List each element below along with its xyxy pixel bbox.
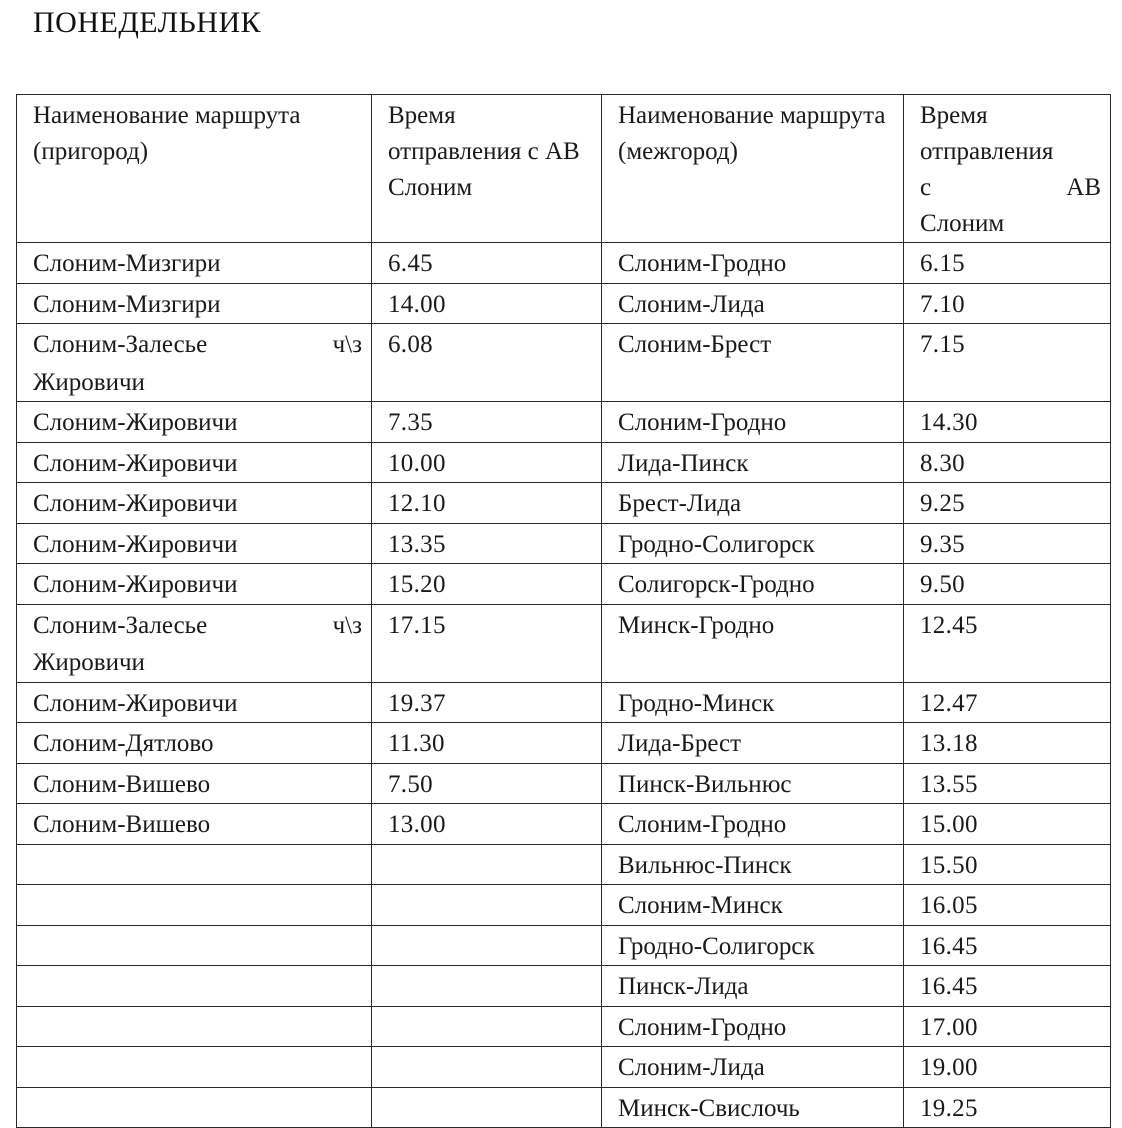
table-row (17, 442, 1111, 483)
intercity-time-cell: 15.00 (904, 804, 1111, 845)
header-intercity-time-line4: Слоним (920, 210, 1005, 237)
suburban-route-cell (17, 1047, 372, 1088)
suburban-route-line1 (33, 326, 362, 364)
suburban-time-cell (372, 1047, 602, 1088)
table-row (17, 723, 1111, 764)
intercity-time-cell: 9.35 (904, 523, 1111, 564)
suburban-route-line2: Жировичи (33, 368, 145, 396)
suburban-time-cell (372, 966, 602, 1007)
suburban-route-cell (17, 966, 372, 1007)
suburban-time-cell (372, 925, 602, 966)
header-intercity-time (904, 95, 1111, 243)
intercity-time-cell: 7.10 (904, 283, 1111, 324)
table-row (17, 925, 1111, 966)
table-row (17, 763, 1111, 804)
intercity-route-cell: Гродно-Солигорск (602, 523, 904, 564)
intercity-route-cell: Слоним-Лида (602, 1047, 904, 1088)
suburban-time-cell: 7.50 (372, 763, 602, 804)
suburban-route-cell: Слоним-Жировичи (17, 442, 372, 483)
intercity-time-cell: 13.55 (904, 763, 1111, 804)
header-suburban-time: Время отправления с АВ Слоним (372, 95, 602, 243)
header-intercity-time-line2: отправления (920, 138, 1054, 165)
suburban-time-cell: 14.00 (372, 283, 602, 324)
intercity-time-cell: 12.45 (904, 604, 1111, 682)
intercity-route-cell: Солигорск-Гродно (602, 564, 904, 605)
table-row (17, 243, 1111, 284)
intercity-time-cell: 16.05 (904, 885, 1111, 926)
intercity-route-cell: Слоним-Гродно (602, 1006, 904, 1047)
suburban-route-cell (17, 324, 372, 402)
suburban-route-cell (17, 604, 372, 682)
suburban-route-cell: Слоним-Жировичи (17, 523, 372, 564)
intercity-time-cell: 7.15 (904, 324, 1111, 402)
suburban-route-cell: Слоним-Жировичи (17, 564, 372, 605)
table-row (17, 844, 1111, 885)
intercity-route-cell: Минск-Свислочь (602, 1087, 904, 1128)
suburban-route-part: Слоним-Залесье (33, 611, 208, 639)
intercity-time-cell: 19.00 (904, 1047, 1111, 1088)
schedule-table (16, 94, 1111, 1128)
header-intercity-time-line3 (920, 170, 1101, 206)
intercity-time-cell: 9.50 (904, 564, 1111, 605)
suburban-route-cell (17, 844, 372, 885)
intercity-time-cell: 6.15 (904, 243, 1111, 284)
suburban-time-cell: 11.30 (372, 723, 602, 764)
intercity-time-cell: 14.30 (904, 402, 1111, 443)
intercity-route-cell: Пинск-Вильнюс (602, 763, 904, 804)
suburban-time-cell: 13.00 (372, 804, 602, 845)
intercity-time-cell: 15.50 (904, 844, 1111, 885)
intercity-time-cell: 9.25 (904, 483, 1111, 524)
table-row (17, 966, 1111, 1007)
suburban-route-cell: Слоним-Жировичи (17, 682, 372, 723)
suburban-route-cell (17, 885, 372, 926)
suburban-route-cell (17, 925, 372, 966)
header-intercity-route: Наименование маршрута (межгород) (602, 95, 904, 243)
table-row (17, 604, 1111, 682)
intercity-route-cell: Пинск-Лида (602, 966, 904, 1007)
table-header-row (17, 95, 1111, 243)
page-title: ПОНЕДЕЛЬНИК (33, 6, 262, 39)
suburban-time-cell: 7.35 (372, 402, 602, 443)
table-row (17, 324, 1111, 402)
suburban-route-cell: Слоним-Дятлово (17, 723, 372, 764)
table-row (17, 682, 1111, 723)
suburban-time-cell: 6.08 (372, 324, 602, 402)
intercity-time-cell: 19.25 (904, 1087, 1111, 1128)
table-row (17, 564, 1111, 605)
intercity-route-cell: Слоним-Брест (602, 324, 904, 402)
intercity-route-cell: Брест-Лида (602, 483, 904, 524)
intercity-route-cell: Вильнюс-Пинск (602, 844, 904, 885)
intercity-route-cell: Гродно-Минск (602, 682, 904, 723)
suburban-time-cell: 6.45 (372, 243, 602, 284)
suburban-route-cell: Слоним-Мизгири (17, 283, 372, 324)
table-row (17, 402, 1111, 443)
table-row (17, 483, 1111, 524)
intercity-time-cell: 13.18 (904, 723, 1111, 764)
suburban-route-cell: Слоним-Вишево (17, 804, 372, 845)
table-row (17, 523, 1111, 564)
intercity-route-cell: Слоним-Гродно (602, 804, 904, 845)
table-row (17, 885, 1111, 926)
suburban-time-cell: 10.00 (372, 442, 602, 483)
intercity-route-cell: Слоним-Минск (602, 885, 904, 926)
suburban-route-cell: Слоним-Мизгири (17, 243, 372, 284)
header-intercity-time-line1: Время (920, 102, 988, 129)
intercity-route-cell: Лида-Пинск (602, 442, 904, 483)
suburban-time-cell (372, 885, 602, 926)
intercity-time-cell: 12.47 (904, 682, 1111, 723)
table-row (17, 283, 1111, 324)
intercity-route-cell: Слоним-Гродно (602, 402, 904, 443)
intercity-route-cell: Гродно-Солигорск (602, 925, 904, 966)
suburban-time-cell: 15.20 (372, 564, 602, 605)
suburban-route-cell (17, 1006, 372, 1047)
suburban-time-cell: 19.37 (372, 682, 602, 723)
intercity-time-cell: 16.45 (904, 966, 1111, 1007)
suburban-time-cell: 12.10 (372, 483, 602, 524)
intercity-route-cell: Слоним-Лида (602, 283, 904, 324)
table-row (17, 1047, 1111, 1088)
suburban-route-line2: Жировичи (33, 649, 145, 676)
intercity-time-cell: 8.30 (904, 442, 1111, 483)
intercity-route-cell: Минск-Гродно (602, 604, 904, 682)
header-suburban-route: Наименование маршрута (пригород) (17, 95, 372, 243)
suburban-route-cell: Слоним-Жировичи (17, 402, 372, 443)
suburban-route-via: ч\з (332, 331, 362, 358)
suburban-time-cell (372, 1006, 602, 1047)
suburban-time-cell: 17.15 (372, 604, 602, 682)
intercity-time-cell: 16.45 (904, 925, 1111, 966)
table-row (17, 804, 1111, 845)
suburban-route-cell: Слоним-Вишево (17, 763, 372, 804)
suburban-route-part: Слоним-Залесье (33, 331, 208, 358)
suburban-time-cell (372, 1087, 602, 1128)
suburban-route-cell: Слоним-Жировичи (17, 483, 372, 524)
intercity-route-cell: Лида-Брест (602, 723, 904, 764)
suburban-route-via: ч\з (332, 611, 362, 639)
intercity-route-cell: Слоним-Гродно (602, 243, 904, 284)
table-row (17, 1006, 1111, 1047)
suburban-route-cell (17, 1087, 372, 1128)
suburban-time-cell: 13.35 (372, 523, 602, 564)
intercity-time-cell: 17.00 (904, 1006, 1111, 1047)
header-intercity-time-line3a: с (920, 174, 932, 201)
suburban-time-cell (372, 844, 602, 885)
suburban-route-line1 (33, 607, 362, 645)
header-intercity-time-line3b: АВ (1066, 174, 1101, 201)
table-row (17, 1087, 1111, 1128)
